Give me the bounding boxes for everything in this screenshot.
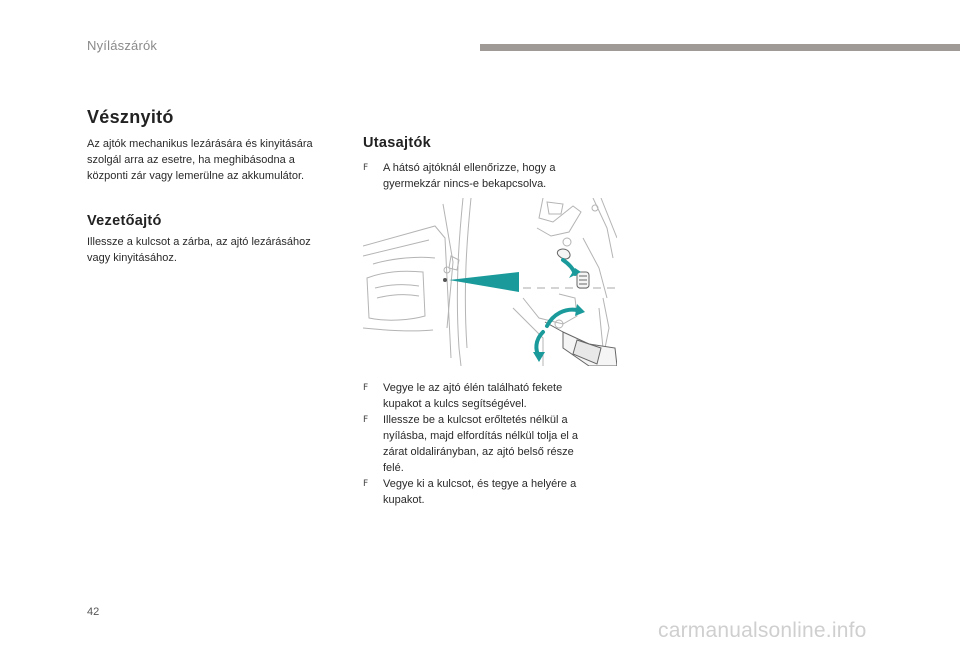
section-title: Nyílászárók	[87, 38, 158, 53]
page-number: 42	[87, 606, 100, 618]
bullet-marker: F	[363, 383, 369, 393]
page-title: Vésznyitó	[87, 107, 174, 127]
bullet-marker: F	[363, 415, 369, 425]
header-bar	[480, 44, 960, 51]
bullet-marker: F	[363, 479, 369, 489]
bullet-check-child-lock: F A hátsó ajtóknál ellenőrizze, hogy a gyermekzár nincs-e bekapcsolva.	[363, 162, 556, 190]
driver-door-text: Illessze a kulcsot a zárba, az ajtó lezárásához vagy kinyitásához.	[87, 236, 311, 264]
intro-paragraph: Az ajtók mechanikus lezárására és kinyitására szolgál arra az esetre, ha meghibásodna a központi zár vagy lemerülne az akkumulátor.	[87, 138, 313, 182]
bullet-remove-key: F Vegye ki a kulcsot, és tegye a helyére a kupakot.	[363, 478, 577, 506]
watermark: carmanualsonline.info	[658, 619, 867, 642]
bullet-insert-key: F Illessze be a kulcsot erőltetés nélkül a nyílásba, majd elfordítás nélkül tolja el a zárat oldalirányban, az ajtó belső része felé.	[363, 414, 579, 474]
bullet-remove-cap: F Vegye le az ajtó élén található fekete kupakot a kulcs segítségével.	[363, 382, 563, 410]
driver-door-heading: Vezetőajtó	[87, 213, 162, 229]
passenger-doors-heading: Utasajtók	[363, 135, 431, 151]
door-lock-illustration	[363, 198, 617, 366]
bullet-marker: F	[363, 163, 369, 173]
